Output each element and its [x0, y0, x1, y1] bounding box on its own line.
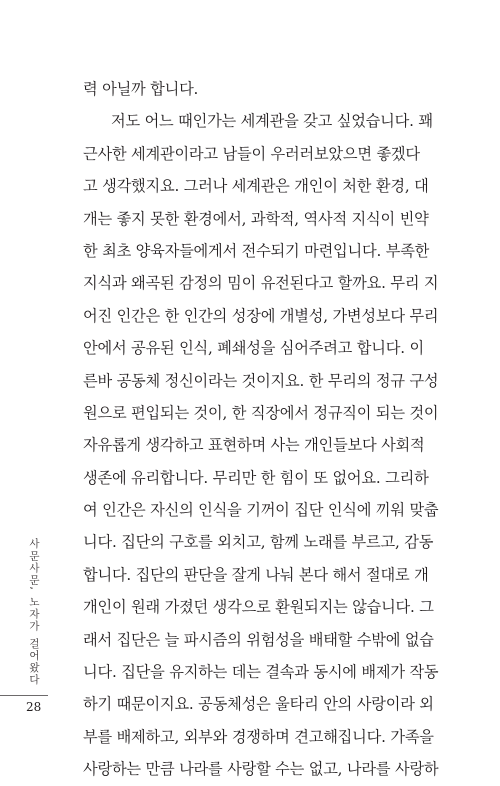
text-line: 부를 배제하고, 외부와 경쟁하며 견고해집니다. 가족을 — [83, 727, 434, 746]
running-title: 사문사문, 노자가 걸어왔다 — [28, 538, 40, 686]
text-line: 력 아닐까 합니다. — [83, 80, 199, 98]
text-line: 어진 인간은 한 인간의 성장에 개별성, 가변성보다 무리 — [83, 306, 439, 325]
text-line: 근사한 세계관이라고 남들이 우러러보았으면 좋겠다 — [83, 144, 420, 163]
text-line: 사랑하는 만큼 나라를 사랑할 수는 없고, 나라를 사랑하 — [83, 760, 439, 779]
page-number: 28 — [26, 700, 42, 714]
text-line: 지식과 왜곡된 감정의 밈이 유전된다고 할까요. 무리 지 — [83, 274, 439, 293]
text-line: 개인이 원래 가졌던 생각으로 환원되지는 않습니다. 그 — [83, 598, 434, 617]
folio-rule — [0, 695, 48, 696]
text-line: 래서 집단은 늘 파시즘의 위험성을 배태할 수밖에 없습 — [83, 630, 434, 649]
text-line: 여 인간은 자신의 인식을 기꺼이 집단 인식에 끼워 맞춥 — [83, 501, 439, 520]
text-line: 원으로 편입되는 것이, 한 직장에서 정규직이 되는 것이 — [83, 403, 439, 422]
text-line: 생존에 유리합니다. 무리만 한 힘이 또 없어요. 그리하 — [83, 468, 429, 487]
text-line: 합니다. 집단의 판단을 잘게 나눠 본다 해서 절대로 개 — [83, 565, 429, 584]
text-line: 하기 때문이지요. 공동체성은 울타리 안의 사랑이라 외 — [83, 695, 434, 714]
text-line: 니다. 집단을 유지하는 데는 결속과 동시에 배제가 작동 — [83, 663, 439, 682]
text-line: 른바 공동체 정신이라는 것이지요. 한 무리의 정규 구성 — [83, 371, 439, 390]
text-line: 한 최초 양육자들에게서 전수되기 마련입니다. 부족한 — [83, 241, 430, 260]
body-text — [83, 73, 439, 786]
text-line: 안에서 공유된 인식, 폐쇄성을 심어주려고 합니다. 이 — [83, 339, 424, 358]
text-line: 저도 어느 때인가는 세계관을 갖고 싶었습니다. 꽤 — [111, 112, 433, 131]
text-line: 니다. 집단의 구호를 외치고, 함께 노래를 부르고, 감동 — [83, 533, 434, 552]
text-line: 자유롭게 생각하고 표현하며 사는 개인들보다 사회적 — [83, 436, 425, 455]
text-line: 개는 좋지 못한 환경에서, 과학적, 역사적 지식이 빈약 — [83, 209, 429, 228]
text-line: 고 생각했지요. 그러나 세계관은 개인이 처한 환경, 대 — [83, 177, 429, 196]
